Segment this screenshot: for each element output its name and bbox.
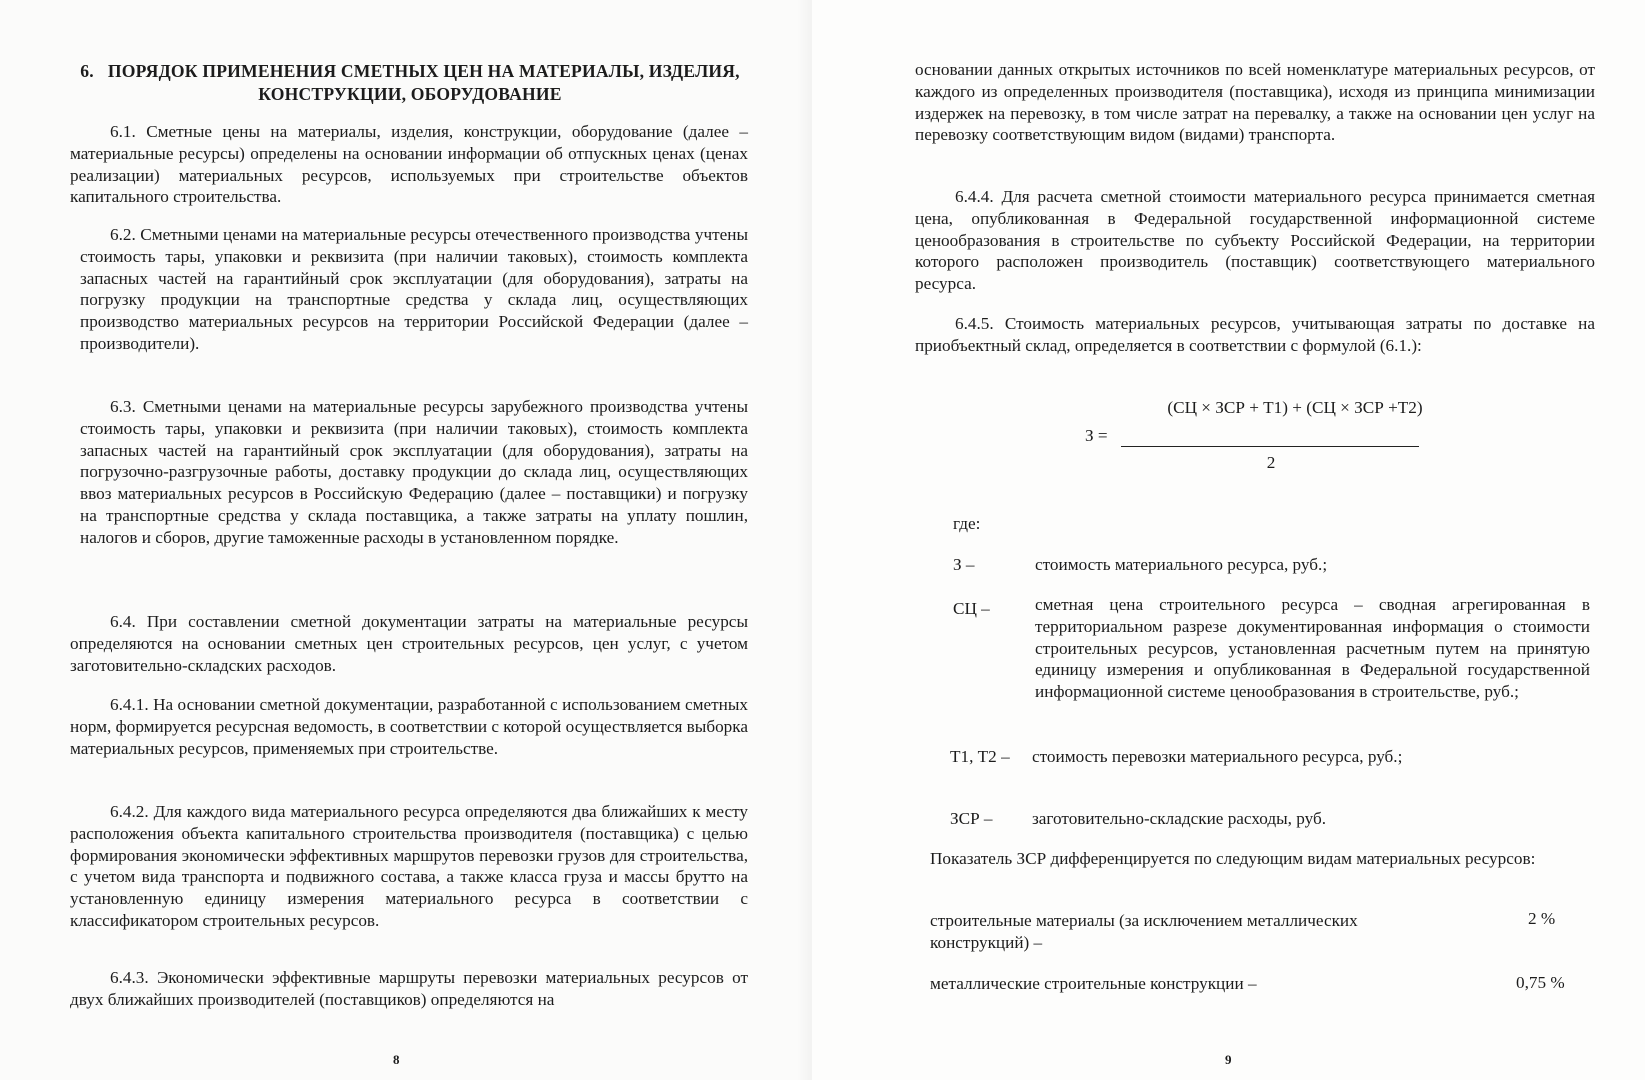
- paragraph-continuation: основании данных открытых источников по всей номенклатуре материальных ресурсов, от каждого из определенных производителя (поставщика), исходя из принципа минимизации издержек на перевозку, в том числе затрат на перевалку, а также на основании цен услуг на перевозку соответствующим видом (видами) транспорта.: [915, 60, 1595, 145]
- section-heading: [70, 60, 750, 106]
- page-number-right: 9: [1225, 1052, 1232, 1067]
- paragraph-6-4-4: 6.4.4. Для расчета сметной стоимости материального ресурса принимается сметная цена, опубликованная в Федеральной государственной информационной системе ценообразования в строительстве по субъекту Российской Федерации, на территории которого расположен производитель (поставщик) соответствующего материального ресурса.: [915, 187, 1595, 294]
- formula-lhs: З =: [1085, 426, 1108, 445]
- page-number-left: 8: [393, 1052, 400, 1067]
- definition-text: стоимость материального ресурса, руб.;: [1035, 555, 1328, 574]
- definition-term: СЦ –: [953, 599, 990, 618]
- rate-value: 2 %: [1528, 909, 1556, 928]
- paragraph-6-3: 6.3. Сметными ценами на материальные ресурсы зарубежного производства учтены стоимость тары, упаковки и реквизита (при наличии таковых), стоимость комплекта запасных частей на гарантийный срок эксплуатации (для оборудования), затраты на погрузочно-разгрузочные работы, доставку продукции до склада лиц, осуществляющих ввоз материальных ресурсов в Российскую Федерацию (далее – поставщики) и погрузку на транспортные средства у склада поставщика, а также затраты на уплату пошлин, налогов и сборов, другие таможенные расходы в установленном порядке.: [80, 397, 748, 547]
- definition-term: З –: [953, 555, 975, 574]
- definition-text: сметная цена строительного ресурса – сводная агрегированная в территориальном разрезе документированная информация о стоимости строительных ресурсов, установленная расчетным путем на принятую единицу измерения и опубликованная в Федеральной государственной информационной системе ценообразования в строительстве, руб.;: [1035, 595, 1590, 702]
- section-number: 6.: [80, 61, 94, 81]
- rate-label: металлические строительные конструкции –: [930, 974, 1257, 993]
- left-page: [0, 0, 812, 1080]
- paragraph-6-2: 6.2. Сметными ценами на материальные ресурсы отечественного производства учтены стоимость тары, упаковки и реквизита (при наличии таковых), стоимость комплекта запасных частей на гарантийный срок эксплуатации (для оборудования), затраты на погрузку продукции на транспортные средства у склада лиц, осуществляющих производство материальных ресурсов на территории Российской Федерации (далее – производители).: [80, 225, 748, 353]
- definition-text: стоимость перевозки материального ресурса, руб.;: [1032, 747, 1403, 766]
- definition-term: Т1, Т2 –: [950, 747, 1010, 766]
- fraction-bar: [1121, 446, 1419, 447]
- formula-numerator: (СЦ × ЗСР + Т1) + (СЦ × ЗСР +Т2): [1167, 398, 1423, 417]
- section-title: ПОРЯДОК ПРИМЕНЕНИЯ СМЕТНЫХ ЦЕН НА МАТЕРИАЛЫ, ИЗДЕЛИЯ, КОНСТРУКЦИИ, ОБОРУДОВАНИЕ: [107, 61, 740, 104]
- rate-value: 0,75 %: [1516, 973, 1565, 992]
- zsr-intro: Показатель ЗСР дифференцируется по следующим видам материальных ресурсов:: [930, 849, 1536, 868]
- formula-6-1: [1085, 394, 1465, 474]
- where-label: где:: [953, 514, 981, 533]
- formula-denominator: 2: [1266, 453, 1276, 472]
- definition-term: ЗСР –: [950, 809, 993, 828]
- paragraph-6-4: 6.4. При составлении сметной документации затраты на материальные ресурсы определяются на основании сметных цен строительных ресурсов, цен услуг, с учетом заготовительно-складских расходов.: [70, 612, 748, 675]
- paragraph-6-4-2: 6.4.2. Для каждого вида материального ресурса определяются два ближайших к месту расположения объекта капитального строительства производителя (поставщика) с целью формирования экономически эффективных маршрутов перевозки грузов для строительства, с учетом вида транспорта и подвижного состава, а также класса груза и массы брутто на установленную единицу измерения материального ресурса в соответствии с классификатором строительных ресурсов.: [70, 802, 748, 930]
- rate-label: строительные материалы (за исключением металлических конструкций) –: [930, 911, 1358, 952]
- definition-text: заготовительно-складские расходы, руб.: [1032, 809, 1327, 828]
- paragraph-6-4-3: 6.4.3. Экономически эффективные маршруты перевозки материальных ресурсов от двух ближайших производителей (поставщиков) определяются на: [70, 968, 748, 1009]
- paragraph-6-4-5: 6.4.5. Стоимость материальных ресурсов, учитывающая затраты по доставке на приобъектный склад, определяется в соответствии с формулой (6.1.):: [915, 314, 1595, 355]
- paragraph-6-1: 6.1. Сметные цены на материалы, изделия, конструкции, оборудование (далее –материальные ресурсы) определены на основании информации об отпускных ценах (ценах реализации) материальных ресурсов, используемых при строительстве объектов капитального строительства.: [70, 122, 748, 207]
- paragraph-6-4-1: 6.4.1. На основании сметной документации, разработанной с использованием сметных норм, формируется ресурсная ведомость, в соответствии с которой осуществляется выборка материальных ресурсов, применяемых при строительстве.: [70, 695, 748, 758]
